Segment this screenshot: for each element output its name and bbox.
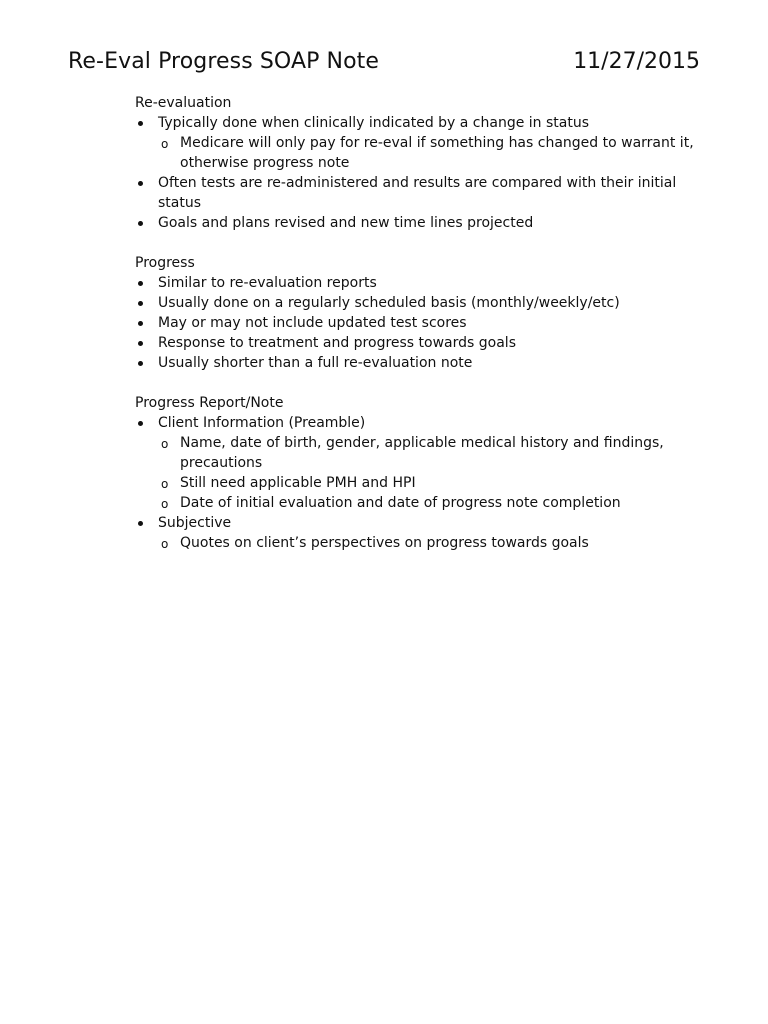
sub-bullet-text: Still need applicable PMH and HPI [180, 475, 416, 491]
sub-bullet-icon: o [161, 437, 169, 451]
bullet-item [135, 293, 695, 313]
section [135, 393, 695, 553]
bullet-item [135, 333, 695, 353]
bullet-item [135, 113, 695, 173]
bullet-icon [138, 121, 143, 126]
sub-bullet-item [135, 493, 695, 513]
bullet-icon [138, 361, 143, 366]
bullet-text: Usually shorter than a full re-evaluation note [158, 355, 473, 371]
sub-bullet-icon: o [161, 477, 169, 491]
bullet-text: Goals and plans revised and new time lines projected [158, 215, 534, 231]
sub-bullet-text: Date of initial evaluation and date of progress note completion [180, 495, 621, 511]
sub-bullet-list [135, 533, 695, 553]
sub-bullet-icon: o [161, 497, 169, 511]
bullet-item [135, 353, 695, 373]
document-body [135, 93, 695, 573]
bullet-icon [138, 301, 143, 306]
sub-bullet-item [135, 433, 695, 473]
sub-bullet-icon: o [161, 537, 169, 551]
section [135, 253, 695, 373]
bullet-item [135, 413, 695, 513]
document-date: 11/27/2015 [573, 49, 700, 74]
sub-bullet-list [135, 133, 695, 173]
sub-bullet-icon: o [161, 137, 169, 151]
bullet-text: Subjective [158, 515, 232, 531]
sub-bullet-text: Medicare will only pay for re-eval if something has changed to warrant it, otherwise progress note [180, 135, 694, 171]
bullet-text: Client Information (Preamble) [158, 415, 366, 431]
document-title: Re-Eval Progress SOAP Note [68, 49, 380, 74]
bullet-item [135, 173, 695, 213]
bullet-icon [138, 321, 143, 326]
bullet-item [135, 513, 695, 553]
bullet-text: Typically done when clinically indicated by a change in status [158, 115, 590, 131]
bullet-text: Often tests are re-administered and results are compared with their initial status [158, 175, 677, 211]
document-header [68, 46, 702, 78]
bullet-icon [138, 341, 143, 346]
bullet-icon [138, 281, 143, 286]
bullet-list [135, 273, 695, 373]
bullet-list [135, 113, 695, 233]
bullet-item [135, 273, 695, 293]
sub-bullet-list [135, 433, 695, 513]
sub-bullet-text: Name, date of birth, gender, applicable medical history and findings, precautions [180, 435, 664, 471]
section [135, 93, 695, 233]
bullet-list [135, 413, 695, 553]
bullet-item [135, 213, 695, 233]
sub-bullet-item [135, 533, 695, 553]
section-heading: Progress Report/Note [135, 395, 284, 411]
bullet-text: Usually done on a regularly scheduled basis (monthly/weekly/etc) [158, 295, 620, 311]
sub-bullet-item [135, 133, 695, 173]
sub-bullet-text: Quotes on client’s perspectives on progress towards goals [180, 535, 589, 551]
bullet-text: Response to treatment and progress towards goals [158, 335, 516, 351]
bullet-icon [138, 521, 143, 526]
section-heading: Progress [135, 255, 195, 271]
sub-bullet-item [135, 473, 695, 493]
bullet-icon [138, 181, 143, 186]
bullet-text: Similar to re-evaluation reports [158, 275, 377, 291]
bullet-icon [138, 421, 143, 426]
section-heading: Re-evaluation [135, 95, 232, 111]
bullet-icon [138, 221, 143, 226]
bullet-text: May or may not include updated test scores [158, 315, 467, 331]
bullet-item [135, 313, 695, 333]
